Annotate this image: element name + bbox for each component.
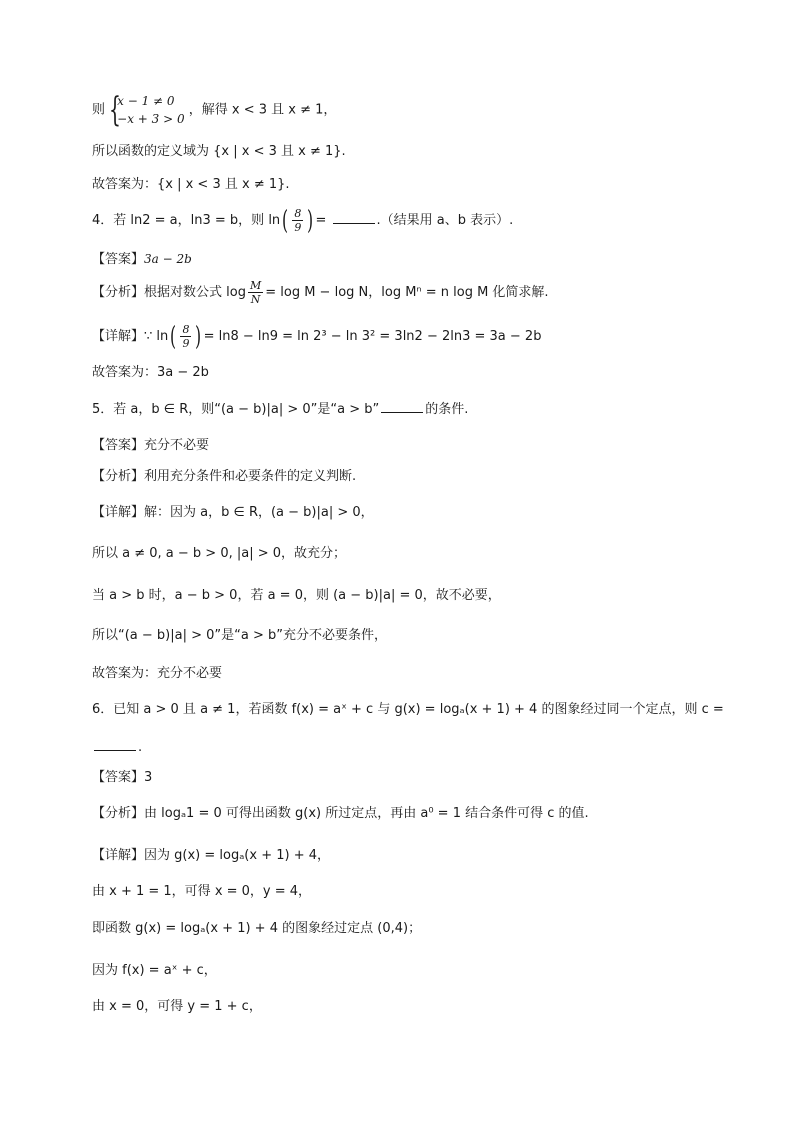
q4-detail: 【详解】∵ ln( $\frac{8}{9}$ ) = ln8 − ln9 = ln 2³ − ln 3² = 3ln2 − 2ln3 = 3a − 2b xyxy=(92,321,542,352)
q5-answer: 【答案】充分不必要 xyxy=(92,438,210,453)
q5-step-2: 当 a > b 时，a − b > 0，若 a = 0，则 (a − b)|a| = 0，故不必要， xyxy=(92,588,501,603)
fraction-m-n: $\frac{M}{N}$ xyxy=(249,279,262,306)
answer-statement: 故答案为：{x | x < 3 且 x ≠ 1}. xyxy=(92,177,290,192)
fraction-8-9-detail: $\frac{8}{9}$ xyxy=(182,323,190,350)
q6-step-4: 由 x = 0，可得 y = 1 + c， xyxy=(92,999,262,1014)
q4-final: 故答案为：3a − 2b xyxy=(92,365,209,380)
system-row-1: x − 1 ≠ 0 xyxy=(117,94,175,108)
domain-statement: 所以函数的定义域为 {x | x < 3 且 x ≠ 1}. xyxy=(92,144,346,159)
answer-tag: 【答案】 xyxy=(92,252,145,267)
fraction-8-9: $\frac{8}{9}$ xyxy=(294,207,302,234)
q5-detail: 【详解】解：因为 a，b ∈ R，(a − b)|a| > 0， xyxy=(92,505,374,520)
q5-step-1: 所以 a ≠ 0, a − b > 0, |a| > 0，故充分； xyxy=(92,546,347,561)
inequality-system xyxy=(109,92,184,128)
q6-step-1: 由 x + 1 = 1，可得 x = 0，y = 4， xyxy=(92,884,312,899)
line-lead: 则 xyxy=(92,102,106,118)
q6-answer: 【答案】3 xyxy=(92,770,153,785)
q5-final: 故答案为：充分不必要 xyxy=(92,666,223,681)
question-6-cont: . xyxy=(92,738,142,757)
question-4: 4．若 ln2 = a，ln3 = b，则 ln( $\frac{8}{9}$ ) = .（结果用 a、b 表示）. xyxy=(92,205,514,236)
q6-step-3: 因为 f(x) = aˣ + c， xyxy=(92,963,217,978)
q4-answer: 【答案】3a − 2b xyxy=(92,252,192,267)
solution-system-line xyxy=(92,92,336,128)
q5-analysis: 【分析】利用充分条件和必要条件的定义判断. xyxy=(92,469,357,484)
answer-blank xyxy=(333,211,375,224)
q6-analysis: 【分析】由 logₐ1 = 0 可得出函数 g(x) 所过定点，再由 a⁰ = 1 结合条件可得 c 的值. xyxy=(92,806,589,821)
brace-glyph: { xyxy=(109,90,122,130)
q5-step-3: 所以“(a − b)|a| > 0”是“a > b”充分不必要条件， xyxy=(92,628,387,643)
q6-step-2: 即函数 g(x) = logₐ(x + 1) + 4 的图象经过定点 (0,4)； xyxy=(92,921,422,936)
question-5: 5．若 a，b ∈ R，则“(a − b)|a| > 0”是“a > b” 的条件. xyxy=(92,402,469,417)
line-tail: ，解得 x < 3 且 x ≠ 1， xyxy=(188,102,337,118)
answer-blank xyxy=(94,738,136,751)
q6-detail: 【详解】因为 g(x) = logₐ(x + 1) + 4， xyxy=(92,848,330,863)
question-6: 6．已知 a > 0 且 a ≠ 1，若函数 f(x) = aˣ + c 与 g(x) = logₐ(x + 1) + 4 的图象经过同一个定点，则 c = xyxy=(92,702,724,717)
system-row-2: −x + 3 > 0 xyxy=(117,112,185,126)
q4-analysis: 【分析】根据对数公式 log $\frac{M}{N}$ = log M − log N，log Mⁿ = n log M 化简求解. xyxy=(92,279,549,306)
answer-blank xyxy=(381,400,423,413)
